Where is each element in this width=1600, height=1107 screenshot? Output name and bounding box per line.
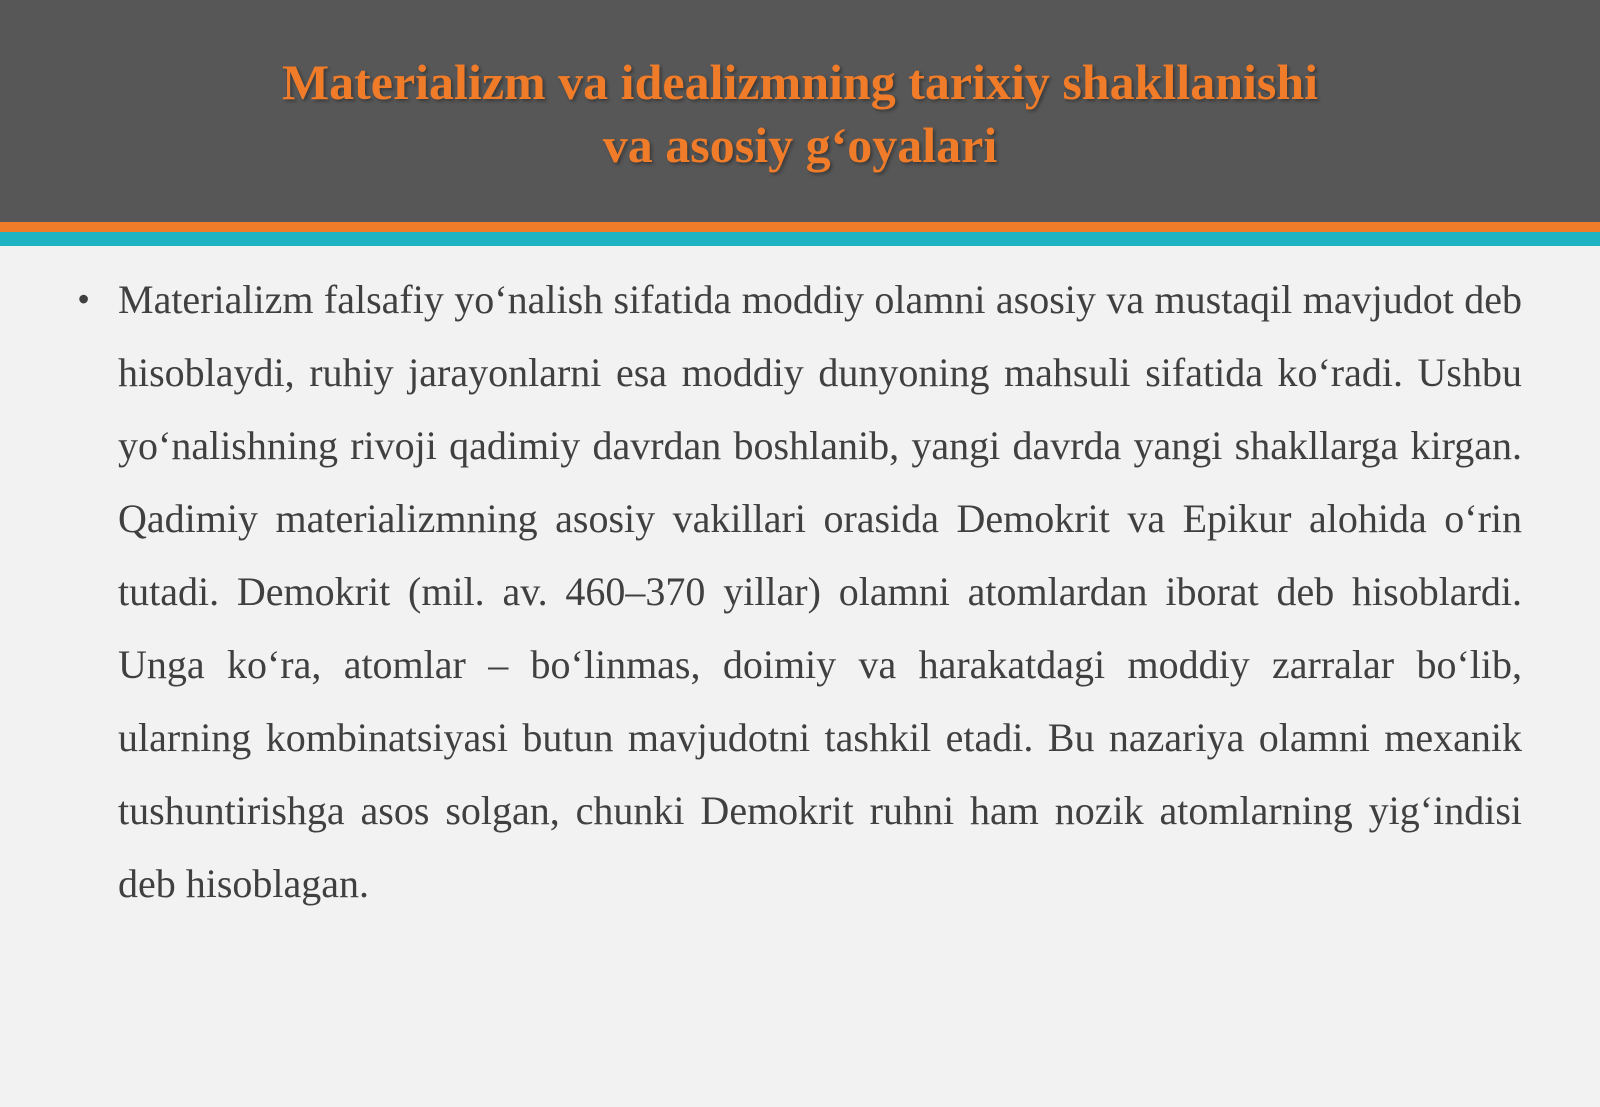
bullet-item [78,263,1522,920]
bullet-icon: • [78,281,90,317]
bullet-text: Materializm falsafiy yo‘nalish sifatida moddiy olamni asosiy va mustaqil mavjudot deb hisoblaydi, ruhiy jarayonlarni esa moddiy dunyoning mahsuli sifatida ko‘radi. Ushbu yo‘nalishning rivoji qadimiy davrdan boshlanib, yangi davrda yangi shakllarga kirgan. Qadimiy materializmning asosiy vakillari orasida Demokrit va Epikur alohida o‘rin tutadi. Demokrit (mil. av. 460–370 yillar) olamni atomlardan iborat deb hisoblardi. Unga ko‘ra, atomlar – bo‘linmas, doimiy va harakatdagi moddiy zarralar bo‘lib, ularning kombinatsiyasi butun mavjudotni tashkil etadi. Bu nazariya olamni mexanik tushuntirishga asos solgan, chunki Demokrit ruhni ham nozik atomlarning yig‘indisi deb hisoblagan. [118,277,1522,906]
slide-body [78,263,1522,920]
teal-accent-stripe [0,232,1600,246]
slide-title-line-1: Materializm va idealizmning tarixiy shakllanishi [281,54,1319,110]
slide-title-line-2: va asosiy g‘oyalari [602,117,998,173]
slide-title [150,45,1450,177]
orange-accent-stripe [0,222,1600,232]
slide-header [0,0,1600,222]
